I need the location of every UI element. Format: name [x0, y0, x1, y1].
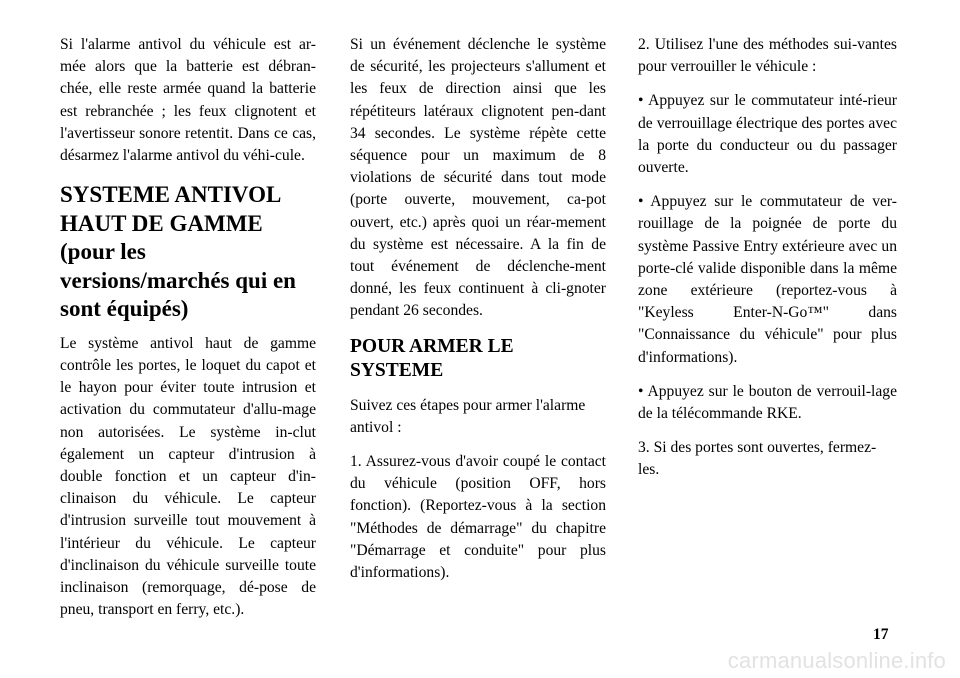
- page-number: 17: [873, 626, 889, 643]
- alarm-event-paragraph: Si un événement déclenche le système de sécurité, les projecteurs s'allument et les feux de direction ainsi que les répétiteurs latéraux clignotent pen-dant 34 secondes. Le système répète cette séquence pour un maximum de 8 violations de sécurité dans tout mode (porte ouverte, mouvement, ca-pot ouvert, etc.) après quoi un réar-mement du système est nécessaire. A la fin de tout événement de déclenche-ment donné, les feux continuent à cli-gnoter pendant 26 secondes.: [350, 36, 606, 320]
- alarm-battery-paragraph: Si l'alarme antivol du véhicule est ar-mée alors que la batterie est débran-chée, elle reste armée quand la batterie est rebranchée ; les feux clignotent et l'avertisseur sonore retentit. Dans ce cas, désarmez l'alarme antivol du véhi-cule.: [60, 36, 316, 165]
- lock-method-bullet-2: • Appuyez sur le commutateur de ver-rouillage de la poignée de porte du système Passive Entry extérieure avec un porte-clé valide disponible dans la même zone extérieure (reportez-vous à "Keyless Enter-N-Go™" dans "Connaissance du véhicule" pour plus d'informations).: [638, 193, 897, 366]
- column-middle: [350, 34, 606, 596]
- column-right: [638, 34, 897, 494]
- arm-step-2: 2. Utilisez l'une des méthodes sui-vantes pour verrouiller le véhicule :: [638, 36, 897, 76]
- arm-steps-intro: Suivez ces étapes pour armer l'alarme antivol :: [350, 396, 586, 436]
- lock-method-bullet-3: • Appuyez sur le bouton de verrouil-lage de la télécommande RKE.: [638, 382, 897, 423]
- arm-step-3: 3. Si des portes sont ouvertes, fermez-les.: [638, 439, 877, 479]
- arm-step-1: 1. Assurez-vous d'avoir coupé le contact du véhicule (position OFF, hors fonction). (Reportez-vous à la section "Méthodes de démarrage" du chapitre "Démarrage et conduite" pour plus d'informations).: [350, 453, 606, 582]
- column-left: [60, 34, 316, 633]
- watermark: carmanualsonline.info: [727, 648, 946, 673]
- arm-system-heading: POUR ARMER LE SYSTEME: [350, 335, 514, 381]
- lock-method-bullet-1: • Appuyez sur le commutateur inté-rieur de verrouillage électrique des portes avec la porte du conducteur ou du passager ouverte.: [638, 92, 897, 177]
- premium-alarm-heading: SYSTEME ANTIVOL HAUT DE GAMME (pour les versions/marchés qui en sont équipés): [60, 182, 296, 322]
- premium-alarm-description: Le système antivol haut de gamme contrôle les portes, le loquet du capot et le hayon pour éviter toute intrusion et activation du commutateur d'allu-mage non autorisées. Le système in-clut également un capteur d'intrusion à double fonction et un capteur d'in-clinaison du véhicule. Le capteur d'intrusion surveille tout mouvement à l'intérieur du véhicule. Le capteur d'inclinaison du véhicule surveille toute inclinaison (remorquage, dé-pose de pneu, transport en ferry, etc.).: [60, 334, 316, 619]
